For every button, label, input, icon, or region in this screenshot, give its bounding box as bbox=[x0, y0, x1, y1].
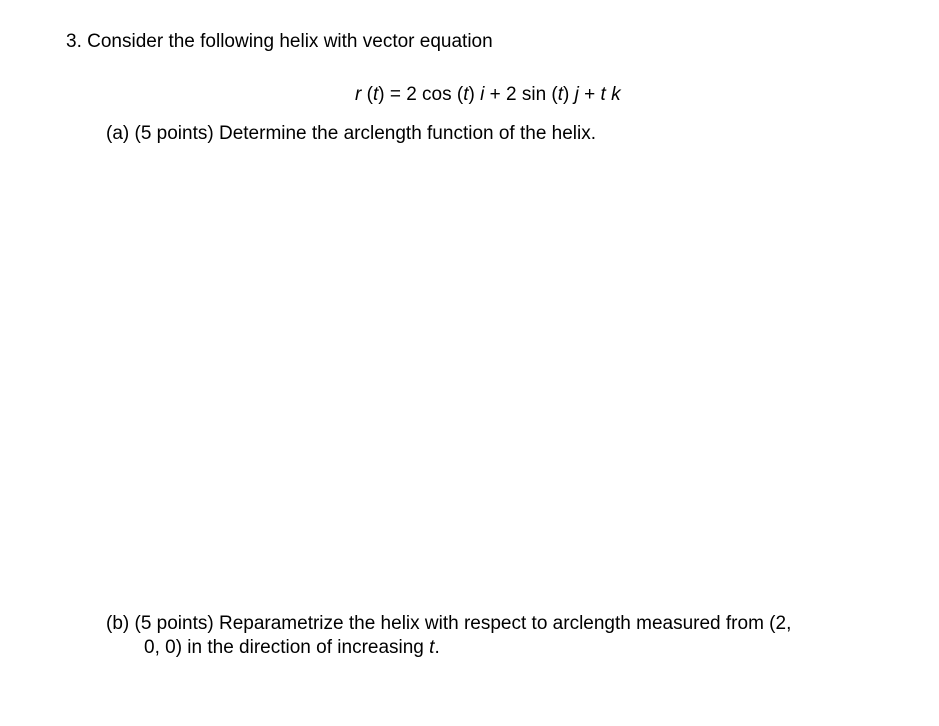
eq-r: r bbox=[355, 84, 362, 105]
vector-equation bbox=[355, 84, 621, 106]
eq-i: i bbox=[480, 84, 485, 105]
eq-t: t bbox=[463, 84, 469, 105]
part-b-prompt-line1: (b) (5 points) Reparametrize the helix with respect to arclength measured from (2, bbox=[106, 613, 792, 634]
part-b-text: . bbox=[434, 637, 440, 658]
eq-text: + 2 sin ( bbox=[484, 84, 558, 105]
eq-text: ( bbox=[361, 84, 373, 105]
eq-text: + bbox=[578, 84, 601, 105]
part-b-var-t: t bbox=[429, 637, 435, 658]
question-intro: 3. Consider the following helix with vector equation bbox=[66, 31, 493, 52]
eq-t: t bbox=[600, 84, 606, 105]
eq-text: ) bbox=[468, 84, 481, 105]
eq-k: k bbox=[611, 84, 621, 105]
part-b-text: 0, 0) in the direction of increasing bbox=[144, 637, 430, 658]
eq-text: ) bbox=[563, 84, 575, 105]
eq-text: ) = 2 cos ( bbox=[378, 84, 464, 105]
eq-t: t bbox=[372, 84, 379, 105]
eq-t: t bbox=[557, 84, 564, 105]
part-a-prompt: (a) (5 points) Determine the arclength function of the helix. bbox=[106, 123, 597, 144]
part-b-prompt-line2 bbox=[144, 637, 440, 659]
eq-j: j bbox=[574, 84, 579, 105]
